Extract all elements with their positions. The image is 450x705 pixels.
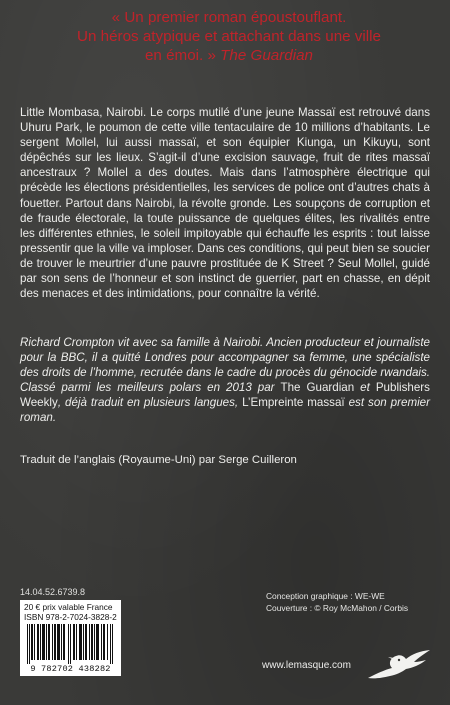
translator-credit: Traduit de l’anglais (Royaume-Uni) par Serge Cuilleron — [20, 454, 297, 466]
quote-line-3 — [40, 46, 418, 65]
bio-publication-pw: Publishers Weekly — [20, 381, 430, 410]
bio-part-3: et — [354, 381, 376, 395]
bio-part-7: est son premier roman. — [20, 396, 430, 425]
author-bio — [20, 335, 430, 426]
bio-part-5: , déjà traduit en plusieurs langues, — [57, 396, 243, 410]
bio-part-1: Richard Crompton vit avec sa famille à Nairobi. Ancien producteur et journaliste pour la BBC, il a quitté Londres pour accompagner sa femme, une spécialiste des droits de l’homme, recrutée dans le cadre du procès du génocide rwandais. Classé parmi les meilleurs polars en 2013 par — [20, 336, 430, 395]
quote-line-2: Un héros atypique et attachant dans une ville — [77, 28, 381, 45]
isbn-label: ISBN 978-2-7024-3828-2 — [24, 612, 117, 622]
credits — [266, 591, 432, 614]
publisher-website: www.lemasque.com — [262, 660, 351, 671]
bird-logo-icon — [366, 648, 432, 680]
barcode — [24, 624, 117, 664]
quote-line-3-text: en émoi. » — [144, 47, 216, 64]
price-barcode-box — [20, 600, 121, 676]
quote-source: The Guardian — [220, 47, 314, 64]
press-quote — [40, 8, 418, 65]
price-label: 20 € prix valable France — [24, 602, 113, 612]
synopsis-text: Little Mombasa, Nairobi. Le corps mutilé d’une jeune Massaï est retrouvé dans Uhuru Park, le poumon de cette ville tentaculaire de 10 millions d’habitants. Le sergent Mollel, lui aussi massaï, et son équipier Kiunga, un Kikuyu, sont dépêchés sur les lieux. S’agit-il d’une excision sauvage, fruit de rites massaï ancestraux ? Mollel a des doutes. Mais dans l’atmosphère électrique qui précède les élections présidentielles, les services de police ont d’autres chats à fouetter. Partout dans Nairobi, la révolte gronde. Les soupçons de corruption et de fraude électorale, la toute puissance de quelques élites, les rivalités entre les différentes ethnies, le soleil impitoyable qui échauffe les esprits : tout laisse pressentir que la ville va imploser. Dans ces conditions, qui peut bien se soucier de trouver le meurtrier d’une pauvre prostituée de K Street ? Seul Mollel, guidé par son sens de l’honneur et son instinct de guerrier, part en chasse, en dépit des menaces et des intimidations, pour connaître la vérité. — [20, 106, 430, 301]
bio-publication-guardian: The Guardian — [280, 381, 355, 395]
barcode-digits: 9 782702 438282 — [30, 664, 111, 674]
bio-book-title: L’Empreinte massaï — [242, 396, 345, 410]
design-credit: Conception graphique : WE-WE — [266, 591, 385, 601]
internal-code: 14.04.52.6739.8 — [20, 587, 86, 597]
cover-credit: Couverture : © Roy McMahon / Corbis — [266, 602, 409, 613]
quote-line-1: « Un premier roman époustouflant. — [111, 9, 347, 26]
